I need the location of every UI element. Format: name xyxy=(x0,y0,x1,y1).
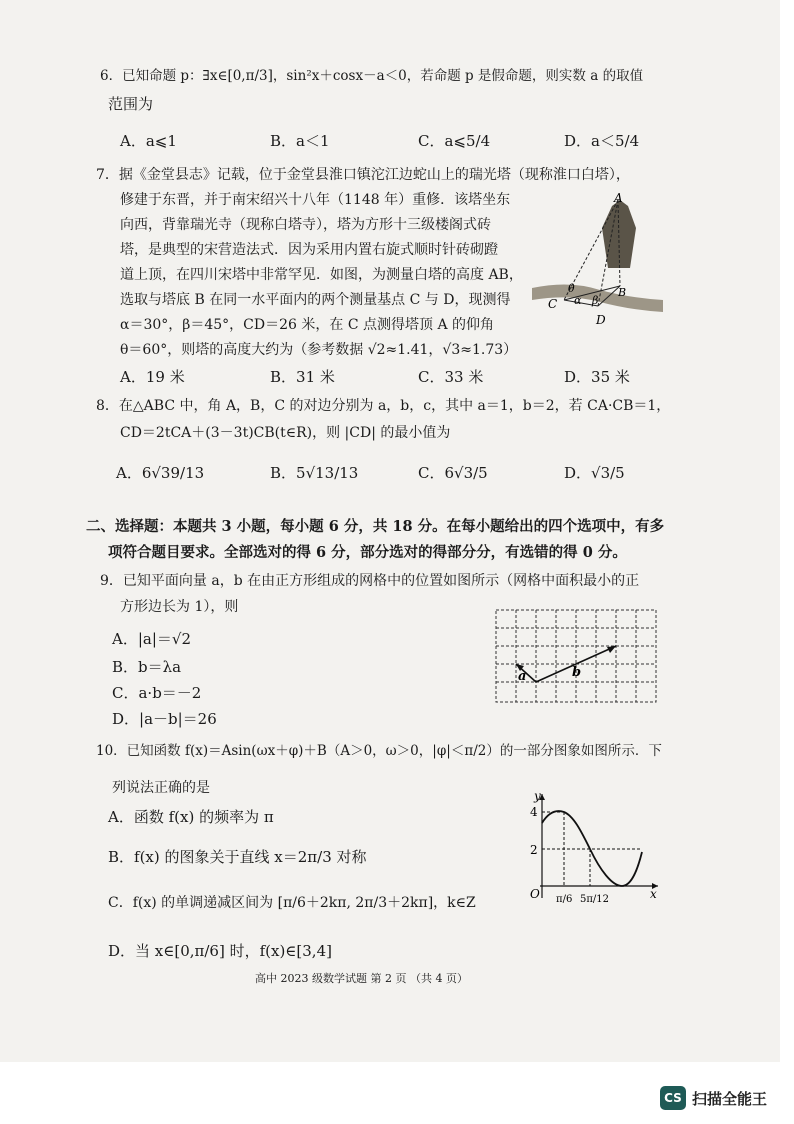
q7-label-beta: β xyxy=(592,294,599,307)
q10-label-y: y xyxy=(534,789,541,803)
q8-line2: CD＝2tCA＋(3－3t)CB(t∈R)，则 |CD| 的最小值为 xyxy=(120,425,451,441)
page-footer: 高中 2023 级数学试题 第 2 页 （共 4 页） xyxy=(255,972,468,985)
q8-option-d: D．√3/5 xyxy=(564,464,625,482)
q7-line: θ＝60°，则塔的高度大约为（参考数据 √2≈1.41，√3≈1.73） xyxy=(120,342,518,358)
section2-heading-line1: 二、选择题：本题共 3 小题，每小题 6 分，共 18 分。在每小题给出的四个选项中，有多 xyxy=(86,518,665,535)
q7-line: 选取与塔底 B 在同一水平面内的两个测量基点 C 与 D，现测得 xyxy=(120,292,511,308)
q10-label-x2: 5π/12 xyxy=(580,894,610,905)
q7-option-c: C．33 米 xyxy=(418,368,484,386)
q9-option-a: A．|a|＝√2 xyxy=(112,630,191,648)
q9-label-a: a xyxy=(518,669,527,684)
scanner-logo-badge: CS xyxy=(660,1086,686,1110)
q10-label-y4: 4 xyxy=(530,805,538,819)
q9-line1: 9．已知平面向量 a，b 在由正方形组成的网格中的位置如图所示（网格中面积最小的正 xyxy=(100,573,640,589)
q9-option-d: D．|a－b|＝26 xyxy=(112,710,217,728)
section2-heading-line2: 项符合题目要求。全部选对的得 6 分，部分选对的得部分分，有选错的得 0 分。 xyxy=(108,544,627,561)
q6-stem xyxy=(100,62,643,89)
q6-option-c: C．a⩽5/4 xyxy=(418,132,491,150)
q7-label-alpha: α xyxy=(574,294,582,307)
q7-line: 塔，是典型的宋营造法式．因为采用内置右旋式顺时针砖砌蹬 xyxy=(120,242,498,258)
q10-line2: 列说法正确的是 xyxy=(112,780,210,796)
q7-line: 修建于东晋，并于南宋绍兴十八年（1148 年）重修．该塔坐东 xyxy=(120,192,511,208)
q10-option-b: B．f(x) 的图象关于直线 x＝2π/3 对称 xyxy=(108,848,367,866)
q10-option-a: A．函数 f(x) 的频率为 π xyxy=(108,808,274,826)
q7-label-c: C xyxy=(548,297,558,311)
q7-line: 道上顶，在四川宋塔中非常罕见．如图，为测量白塔的高度 AB， xyxy=(120,267,523,283)
q6-option-d: D．a＜5/4 xyxy=(564,132,640,150)
q7-option-d: D．35 米 xyxy=(564,368,630,386)
q8-line1: 8．在△ABC 中，角 A，B，C 的对边分别为 a，b，c，其中 a＝1，b＝2，若 CA·CB＝1， xyxy=(96,398,671,414)
q10-option-d: D．当 x∈[0,π/6] 时，f(x)∈[3,4] xyxy=(108,942,332,960)
q6-option-a: A．a⩽1 xyxy=(120,132,177,150)
q7-line: α＝30°，β＝45°，CD＝26 米，在 C 点测得塔顶 A 的仰角 xyxy=(120,317,494,333)
q10-label-x: x xyxy=(650,887,657,901)
q9-grid xyxy=(496,610,656,702)
q8-option-a: A．6√39/13 xyxy=(116,464,205,482)
q9-label-b: b xyxy=(572,665,582,680)
scanner-logo xyxy=(660,1086,767,1110)
q7-option-b: B．31 米 xyxy=(270,368,335,386)
q7-label-theta: θ xyxy=(568,282,575,295)
q10-label-origin: O xyxy=(530,887,540,901)
q8-option-c: C．6√3/5 xyxy=(418,464,488,482)
q10-function-graph xyxy=(522,788,662,916)
q10-line1: 10．已知函数 f(x)＝Asin(ωx＋φ)＋B（A＞0，ω＞0，|φ|＜π/2）的一部分图象如图所示．下 xyxy=(96,743,662,759)
q9-option-c: C．a·b＝－2 xyxy=(112,684,202,702)
q6-line1: 6．已知命题 p：∃x∈[0,π/3]，sin²x＋cosx－a＜0，若命题 p 是假命题，则实数 a 的取值 xyxy=(100,68,644,84)
q6-line2: 范围为 xyxy=(108,95,154,113)
q7-option-a: A．19 米 xyxy=(120,368,185,386)
q9-line2: 方形边长为 1），则 xyxy=(120,599,239,615)
scanner-logo-text: 扫描全能王 xyxy=(692,1089,768,1108)
q7-line: 7．据《金堂县志》记载，位于金堂县淮口镇沱江边蛇山上的瑞光塔（现称淮口白塔）， xyxy=(96,167,630,183)
q7-tower-figure xyxy=(530,188,665,328)
q9-option-b: B．b＝λa xyxy=(112,658,182,676)
q8-option-b: B．5√13/13 xyxy=(270,464,359,482)
q9-grid-figure xyxy=(494,608,660,708)
q10-label-y2: 2 xyxy=(530,843,538,857)
q9-vector-b-arrow xyxy=(607,646,616,653)
q10-label-x1: π/6 xyxy=(556,894,573,905)
q7-label-a: A xyxy=(614,191,623,205)
q7-label-d: D xyxy=(596,313,606,327)
q10-option-c: C．f(x) 的单调递减区间为 [π/6＋2kπ, 2π/3＋2kπ]，k∈Z xyxy=(108,895,476,911)
q6-option-b: B．a＜1 xyxy=(270,132,330,150)
q7-label-b: B xyxy=(618,286,627,299)
q7-line: 向西，背靠瑞光寺（现称白塔寺），塔为方形十三级楼阁式砖 xyxy=(120,217,491,233)
